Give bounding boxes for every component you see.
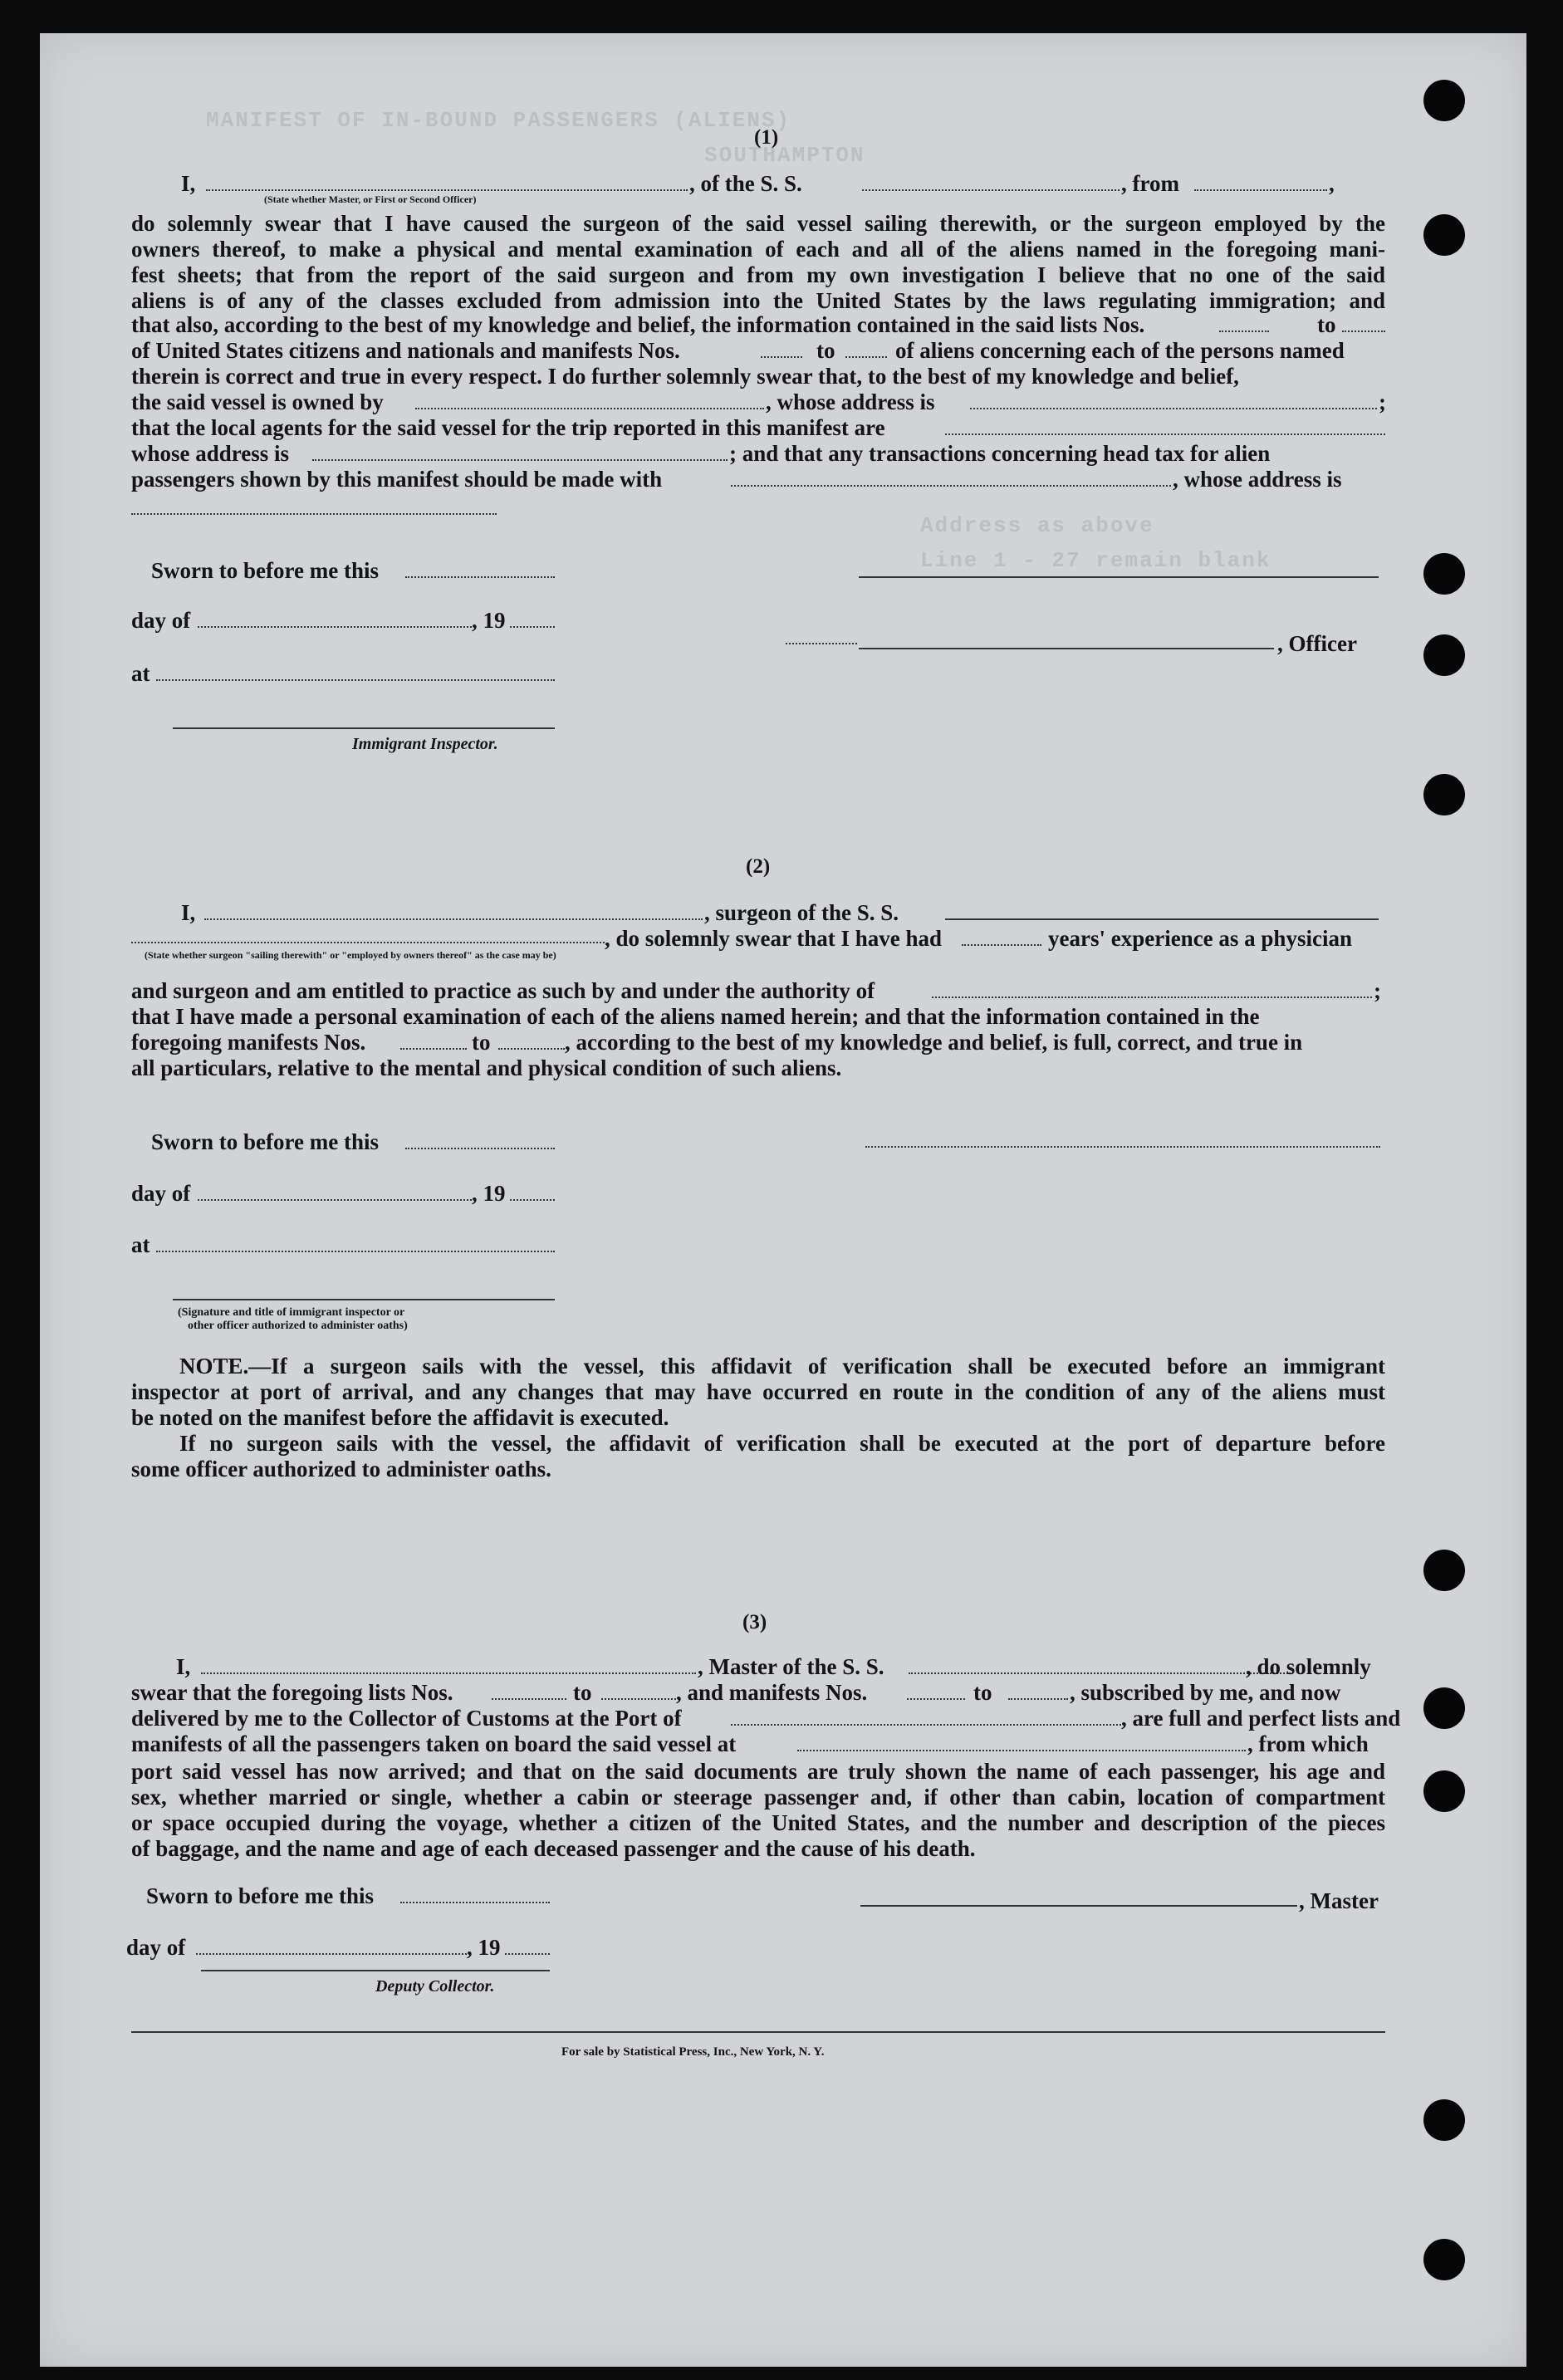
- footer-rule: [131, 2031, 1385, 2033]
- authority-field[interactable]: [932, 997, 1372, 998]
- day-of-label: day of: [126, 1935, 186, 1960]
- port-field[interactable]: [731, 1724, 1121, 1726]
- surgeon-type-field[interactable]: [131, 942, 605, 943]
- oath-line: all particulars, relative to the mental and physical condition of such aliens.: [131, 1055, 842, 1080]
- oath-line: , do solemnly swear that I have had: [605, 926, 943, 951]
- master-of-label: , Master of the S. S.: [698, 1654, 884, 1679]
- printer-credit: For sale by Statistical Press, Inc., New York, N. Y.: [561, 2045, 825, 2059]
- lists-to-field[interactable]: [601, 1698, 676, 1700]
- note-line: [131, 1354, 1385, 1379]
- to-label: to: [1317, 312, 1336, 337]
- manifest-to-field[interactable]: [845, 356, 887, 358]
- officer-dots: [786, 643, 857, 644]
- at-field[interactable]: [156, 679, 555, 681]
- section-2-i: I,: [181, 900, 196, 925]
- deputy-collector-label: Deputy Collector.: [375, 1977, 495, 1996]
- at-label: at: [131, 1232, 150, 1257]
- oath-line: years' experience as a physician: [1048, 926, 1352, 951]
- oath-line: do solemnly swear that I have caused the surgeon of the said vessel sailing therewith, or the surgeon employed by the: [131, 211, 1385, 236]
- lists-from-field[interactable]: [1219, 331, 1269, 332]
- lists-from-field[interactable]: [492, 1698, 566, 1700]
- manifest-from-field[interactable]: [907, 1698, 965, 1700]
- year-field[interactable]: [505, 1953, 550, 1955]
- day-of-field[interactable]: [198, 1199, 472, 1201]
- oath-line: , and manifests Nos.: [676, 1680, 868, 1705]
- punch-hole: [1423, 634, 1465, 676]
- comma: ,: [1329, 171, 1335, 196]
- punch-hole: [1423, 774, 1465, 815]
- manifest-page: [40, 33, 1526, 2367]
- to-label: to: [472, 1030, 491, 1055]
- oath-line: , from which: [1247, 1731, 1369, 1756]
- section-1-number: (1): [754, 126, 779, 149]
- oath-line: aliens is of any of the classes excluded from admission into the United States by the laws regulating immigration; and: [131, 288, 1385, 313]
- section-2-number: (2): [746, 855, 771, 878]
- note-label: NOTE.: [179, 1354, 249, 1379]
- oath-line: of baggage, and the name and age of each deceased passenger and the cause of his death.: [131, 1836, 976, 1861]
- oath-line: sex, whether married or single, whether a cabin or steerage passenger and, if other than cabin, location of compartment: [131, 1785, 1385, 1809]
- section-1-oath: [131, 211, 1385, 314]
- manifest-from-field[interactable]: [761, 356, 802, 358]
- oath-line: swear that the foregoing lists Nos.: [131, 1680, 453, 1705]
- punch-hole: [1423, 1550, 1465, 1591]
- address-label: , whose address is: [766, 389, 935, 414]
- section-3-i: I,: [176, 1654, 191, 1679]
- manifest-from-field[interactable]: [400, 1048, 467, 1050]
- ship-name-field[interactable]: [909, 1672, 1291, 1674]
- punch-hole: [1423, 80, 1465, 121]
- oath-line: of United States citizens and nationals and manifests Nos.: [131, 338, 680, 363]
- agents-address-field[interactable]: [312, 459, 728, 461]
- oath-line: , according to the best of my knowledge and belief, is full, correct, and true in: [565, 1030, 1303, 1055]
- punch-hole: [1423, 1770, 1465, 1812]
- surgeon-signature-line[interactable]: [865, 1146, 1380, 1148]
- year-label: , 19: [472, 1181, 506, 1206]
- owner-field[interactable]: [415, 408, 764, 409]
- deputy-collector-signature-line[interactable]: [201, 1970, 550, 1971]
- to-label: to: [816, 338, 835, 363]
- owner-address-field[interactable]: [970, 408, 1377, 409]
- from-label: , from: [1121, 171, 1179, 196]
- master-signature-line[interactable]: [859, 576, 1379, 578]
- oath-line: , are full and perfect lists and: [1121, 1706, 1401, 1731]
- note-block: [131, 1354, 1385, 1482]
- agents-field[interactable]: [945, 433, 1385, 435]
- sworn-label: Sworn to before me this: [151, 558, 379, 583]
- address-label: , whose address is: [1173, 467, 1342, 492]
- year-field[interactable]: [510, 626, 555, 628]
- oath-line: passengers shown by this manifest should be made with: [131, 467, 663, 492]
- section-3-number: (3): [742, 1611, 767, 1633]
- show-through-text: SOUTHAMPTON: [704, 143, 865, 168]
- semicolon: ;: [1374, 978, 1381, 1003]
- punch-hole: [1423, 1687, 1465, 1729]
- immigrant-inspector-label: Immigrant Inspector.: [352, 735, 498, 753]
- oath-line: delivered by me to the Collector of Customs at the Port of: [131, 1706, 682, 1731]
- manifest-to-field[interactable]: [1008, 1698, 1068, 1700]
- of-ss-label: , of the S. S.: [689, 171, 802, 196]
- oath-line: of aliens concerning each of the persons named: [895, 338, 1345, 363]
- punch-hole: [1423, 553, 1465, 595]
- note-line: some officer authorized to administer oaths.: [131, 1457, 551, 1481]
- ship-name-field[interactable]: [862, 189, 1120, 191]
- note-line: be noted on the manifest before the affidavit is executed.: [131, 1405, 669, 1430]
- punch-hole: [1423, 214, 1465, 256]
- head-tax-address-field[interactable]: [131, 513, 497, 515]
- officer-label: , Officer: [1277, 631, 1357, 656]
- signature-instruction: (Signature and title of immigrant inspector or: [178, 1306, 405, 1319]
- day-of-label: day of: [131, 608, 191, 633]
- semicolon: ;: [1379, 389, 1386, 414]
- officer-signature-line[interactable]: [859, 648, 1274, 649]
- lists-to-field[interactable]: [1342, 331, 1385, 332]
- to-label: to: [973, 1680, 992, 1705]
- section-1-i: I,: [181, 171, 196, 196]
- sworn-date-field[interactable]: [405, 1148, 555, 1149]
- owned-by-label: the said vessel is owned by: [131, 389, 384, 414]
- from-port-field[interactable]: [1194, 189, 1327, 191]
- day-of-label: day of: [131, 1181, 191, 1206]
- year-label: , 19: [472, 608, 506, 633]
- manifest-to-field[interactable]: [498, 1048, 565, 1050]
- surgeon-instruction: (State whether surgeon "sailing therewith" or "employed by owners thereof" as the case may be): [145, 949, 556, 961]
- oath-line: fest sheets; that from the report of the said surgeon and from my own investigation I believe that no one of the said: [131, 262, 1385, 287]
- oath-line: that I have made a personal examination of each of the aliens named herein; and that the information contained in the: [131, 1004, 1260, 1029]
- sworn-date-field[interactable]: [405, 576, 555, 578]
- day-of-field[interactable]: [198, 626, 472, 628]
- year-label: , 19: [467, 1935, 501, 1960]
- to-label: to: [573, 1680, 592, 1705]
- note-text: —If a surgeon sails with the vessel, this affidavit of verification shall be executed before an immigrant: [248, 1354, 1385, 1379]
- day-of-field[interactable]: [196, 1953, 467, 1955]
- master-name-field[interactable]: [206, 189, 688, 191]
- oath-line: that the local agents for the said vessel for the trip reported in this manifest are: [131, 415, 885, 440]
- signature-instruction: other officer authorized to administer oaths): [188, 1320, 408, 1332]
- head-tax-contact-field[interactable]: [731, 485, 1171, 487]
- show-through-text: Line 1 - 27 remain blank: [920, 548, 1271, 573]
- oath-line: that also, according to the best of my knowledge and belief, the information contained in the said lists Nos.: [131, 312, 1145, 337]
- oath-line: foregoing manifests Nos.: [131, 1030, 366, 1055]
- sworn-date-field[interactable]: [400, 1902, 550, 1903]
- at-label: at: [131, 661, 150, 686]
- oath-line: manifests of all the passengers taken on board the said vessel at: [131, 1731, 737, 1756]
- surgeon-ship-field[interactable]: [945, 918, 1379, 920]
- oath-line: therein is correct and true in every respect. I do further solemnly swear that, to the best of my knowledge and belief,: [131, 364, 1239, 389]
- master-label: , Master: [1299, 1888, 1379, 1913]
- punch-hole: [1423, 2099, 1465, 2141]
- show-through-text: Address as above: [920, 513, 1154, 538]
- sworn-label: Sworn to before me this: [151, 1129, 379, 1154]
- master-signature-line[interactable]: [860, 1905, 1297, 1907]
- oath-line: , do solemnly: [1246, 1654, 1371, 1679]
- surgeon-of-label: , surgeon of the S. S.: [704, 900, 899, 925]
- oath-line: owners thereof, to make a physical and mental examination of each and all of the aliens named in the foregoing mani-: [131, 237, 1385, 262]
- note-line: inspector at port of arrival, and any changes that may have occurred en route in the condition of any of the aliens must: [131, 1379, 1385, 1404]
- note-line: If no surgeon sails with the vessel, the affidavit of verification shall be executed at the port of departure before: [179, 1431, 1385, 1456]
- years-experience-field[interactable]: [962, 944, 1041, 946]
- section-3-oath: [131, 1759, 1385, 1862]
- master-name-field[interactable]: [201, 1672, 696, 1674]
- show-through-text: MANIFEST OF IN-BOUND PASSENGERS (ALIENS): [206, 108, 791, 133]
- embarkation-port-field[interactable]: [797, 1750, 1246, 1751]
- oath-line: and surgeon and am entitled to practice as such by and under the authority of: [131, 978, 875, 1003]
- oath-line: ; and that any transactions concerning head tax for alien: [729, 441, 1271, 466]
- punch-hole: [1423, 2239, 1465, 2280]
- oath-line: port said vessel has now arrived; and that on the said documents are truly shown the name of each passenger, his age and: [131, 1759, 1385, 1784]
- oath-line: , subscribed by me, and now: [1070, 1680, 1341, 1705]
- at-field[interactable]: [156, 1251, 555, 1252]
- master-instruction: (State whether Master, or First or Second Officer): [264, 193, 477, 205]
- address-label: whose address is: [131, 441, 290, 466]
- inspector-signature-line[interactable]: [173, 727, 555, 729]
- oath-line: or space occupied during the voyage, whether a citizen of the United States, and the number and description of the pieces: [131, 1810, 1385, 1835]
- sworn-label: Sworn to before me this: [146, 1883, 374, 1908]
- inspector-signature-line[interactable]: [173, 1299, 555, 1300]
- year-field[interactable]: [510, 1199, 555, 1201]
- surgeon-name-field[interactable]: [204, 918, 703, 920]
